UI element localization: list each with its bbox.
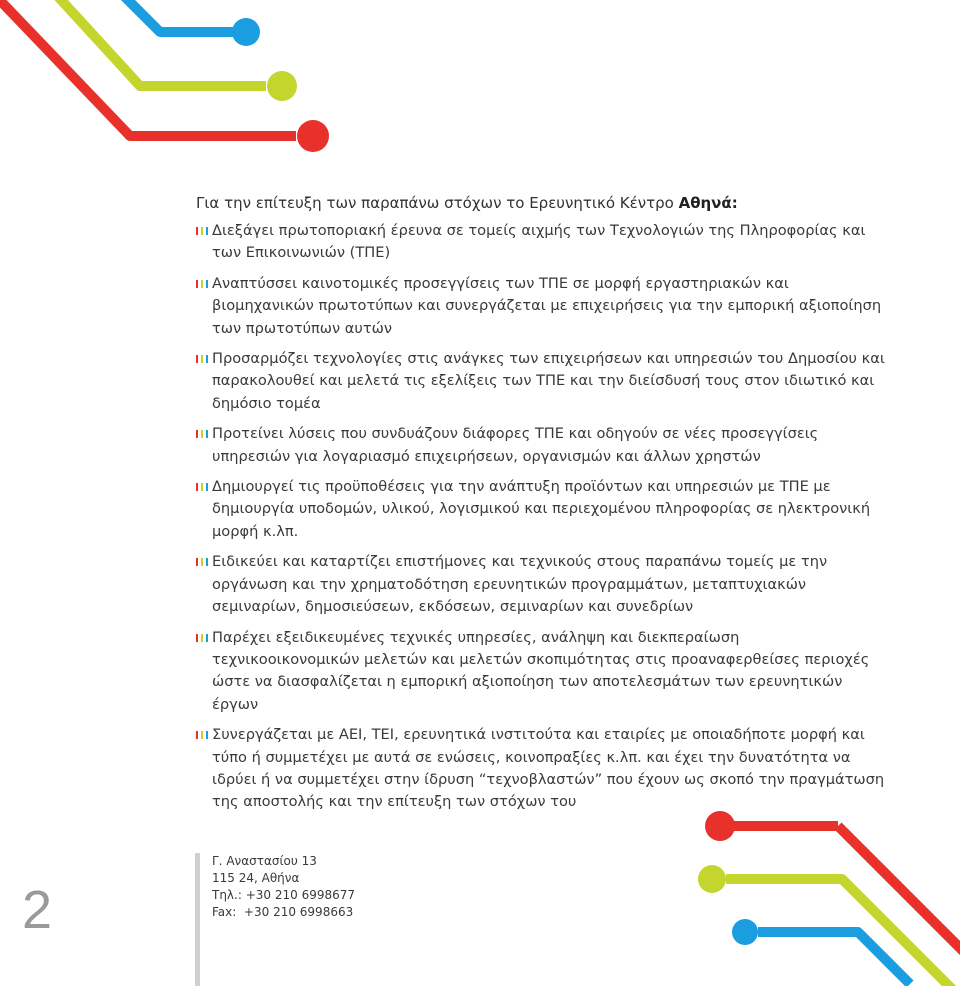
blue-circuit-line-bottom bbox=[758, 932, 910, 984]
address-fax: Fax: +30 210 6998663 bbox=[212, 905, 354, 919]
list-item bbox=[196, 273, 886, 340]
tricolor-bullet-icon bbox=[196, 280, 208, 288]
tricolor-bullet-icon bbox=[196, 355, 208, 363]
list-item-text: Ειδικεύει και καταρτίζει επιστήμονες και τεχνικούς στους παραπάνω τομείς με την οργάνωση και την χρηματοδότηση ερευνητικών προγραμμάτων, μεταπτυχιακών σεμιναρίων, δημοσιεύσεων, εκδόσεων, σεμιναρίων και συνεδρίων bbox=[212, 553, 828, 616]
page-number: 2 bbox=[22, 880, 53, 940]
main-content bbox=[196, 192, 886, 822]
list-item-text: Αναπτύσσει καινοτομικές προσεγγίσεις των ΤΠΕ σε μορφή εργαστηριακών και βιομηχανικών πρωτοτύπων και συνεργάζεται με επιχειρήσεις για την εμπορική αξιοποίηση των πρωτοτύπων αυτών bbox=[212, 274, 882, 337]
tricolor-bullet-icon bbox=[196, 634, 208, 642]
tricolor-bullet-icon bbox=[196, 731, 208, 739]
green-circuit-node-bottom bbox=[698, 865, 726, 893]
intro-text: Για την επίτευξη των παραπάνω στόχων το Ερευνητικό Κέντρο bbox=[196, 194, 679, 212]
intro-bold-name: Αθηνά: bbox=[678, 194, 738, 212]
tricolor-bullet-icon bbox=[196, 558, 208, 566]
list-item bbox=[196, 476, 886, 543]
tricolor-bullet-icon bbox=[196, 227, 208, 235]
tricolor-bullet-icon bbox=[196, 483, 208, 491]
footer-divider bbox=[195, 853, 200, 986]
list-item bbox=[196, 627, 886, 717]
list-item-text: Δημιουργεί τις προϋποθέσεις για την ανάπτυξη προϊόντων και υπηρεσιών με ΤΠΕ με δημιουργία υποδομών, υλικού, λογισμικού και περιεχομένου πληροφορίας σε ηλεκτρονική μορφή κ.λπ. bbox=[212, 478, 871, 540]
address-city: 115 24, Αθήνα bbox=[212, 871, 300, 885]
address-street: Γ. Αναστασίου 13 bbox=[212, 854, 317, 868]
green-circuit-line-top bbox=[52, 0, 266, 86]
intro-paragraph bbox=[196, 192, 886, 214]
list-item-text: Προτείνει λύσεις που συνδυάζουν διάφορες ΤΠΕ και οδηγούν σε νέες προσεγγίσεις υπηρεσιών για λογαριασμό επιχειρήσεων, οργανισμών και άλλων χρηστών bbox=[212, 425, 819, 465]
blue-circuit-node-top bbox=[232, 18, 260, 46]
address-phone: Τηλ.: +30 210 6998677 bbox=[212, 888, 356, 902]
blue-circuit-line-top bbox=[118, 0, 233, 32]
red-circuit-line-top bbox=[0, 0, 296, 136]
tricolor-bullet-icon bbox=[196, 430, 208, 438]
green-circuit-line-bottom bbox=[726, 879, 960, 986]
list-item bbox=[196, 724, 886, 814]
list-item-text: Διεξάγει πρωτοποριακή έρευνα σε τομείς αιχμής των Τεχνολογιών της Πληροφορίας και των Επικοινωνιών (ΤΠΕ) bbox=[212, 222, 866, 262]
blue-circuit-node-bottom bbox=[732, 919, 758, 945]
list-item-text: Προσαρμόζει τεχνολογίες στις ανάγκες των επιχειρήσεων και υπηρεσιών του Δημοσίου και παρακολουθεί και μελετά τις εξελίξεις των ΤΠΕ και την διείσδυσή τους στον ιδιωτικό και δημόσιο τομέα bbox=[212, 350, 885, 412]
list-item bbox=[196, 551, 886, 618]
list-item bbox=[196, 423, 886, 468]
list-item-text: Συνεργάζεται με ΑΕΙ, ΤΕΙ, ερευνητικά ινστιτούτα και εταιρίες με οποιαδήποτε μορφή και τύπο ή συμμετέχει με αυτά σε ενώσεις, κοινοπραξίες κ.λπ. και έχει την δυνατότητα να ιδρύει ή να συμμετέχει στην ίδρυση “τεχνοβλαστών” που έχουν ως σκοπό την πραγμάτωση της αποστολής και την επίτευξη των στόχων του bbox=[212, 726, 885, 811]
red-circuit-node-top bbox=[297, 120, 329, 152]
list-item bbox=[196, 220, 886, 265]
contact-address bbox=[212, 853, 355, 921]
list-item-text: Παρέχει εξειδικευμένες τεχνικές υπηρεσίες, ανάληψη και διεκπεραίωση τεχνικοοικονομικών μελετών και μελετών σκοπιμότητας στις προαναφερθείσες περιοχές ώστε να διασφαλίζεται η εμπορική αξιοποίηση των αποτελεσμάτων των ερευνητικών έργων bbox=[212, 628, 870, 713]
green-circuit-node-top bbox=[267, 71, 297, 101]
list-item bbox=[196, 348, 886, 415]
